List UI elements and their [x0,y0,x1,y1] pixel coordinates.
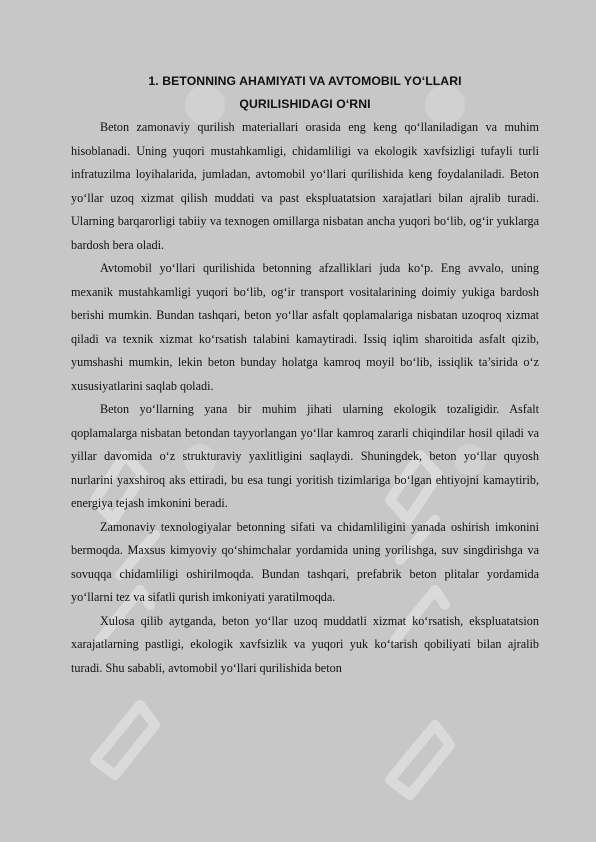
section-number: 1. [148,74,159,88]
document-content [71,70,539,680]
section-title-line1: BETONNING AHAMIYATI VA AVTOMOBIL YO‘LLARI [162,74,462,88]
paragraph: Beton zamonaviy qurilish materiallari orasida eng keng qo‘llaniladigan va muhim hisoblanadi. Uning yuqori mustahkamligi, chidamliligi va ekologik xavfsizligi tufayli turli infratuzilma loyihalarida, jumladan, avtomobil yo‘llari qurilishida keng foydalaniladi. Beton yo‘llar uzoq xizmat qilish muddati va past ekspluatatsion xarajatlari bilan ajralib turadi. Ularning barqarorligi tabiiy va texnogen omillarga nisbatan ancha yuqori bo‘lib, og‘ir yuklarga bardosh bera oladi. [71,120,539,252]
section-heading [71,70,539,116]
paragraph: Zamonaviy texnologiyalar betonning sifati va chidamliligini yanada oshirish imkonini bermoqda. Maxsus kimyoviy qo‘shimchalar yordamida uning yorilishga, suv singdirishga va sovuqqa chidamliligi oshirilmoqda. Bundan tashqari, prefabrik beton plitalar yordamida yo‘llarni tez va sifatli qurish imkoniyati yaratilmoqda. [71,519,539,604]
section-title-line2: QURILISHIDAGI O‘RNI [239,97,371,111]
paragraph: Avtomobil yo‘llari qurilishida betonning afzalliklari juda ko‘p. Eng avvalo, uning mexanik mustahkamligi yuqori bo‘lib, og‘ir transport vositalarining doimiy yukiga bardosh berishi mumkin. Bundan tashqari, beton yo‘llar asfalt qoplamalariga nisbatan uzoqroq xizmat qiladi va texnik xizmat ko‘rsatish talabini kamaytiradi. Issiq iqlim sharoitida asfalt qizib, yumshashi mumkin, lekin beton bunday holatga kamroq moyil bo‘lib, issiqlik ta’sirida o‘z xususiyatlarini saqlab qoladi. [71,261,539,393]
paragraph: Xulosa qilib aytganda, beton yo‘llar uzoq muddatli xizmat ko‘rsatish, ekspluatatsion xarajatlarning pastligi, ekologik xavfsizlik va yuqori yuk ko‘tarish qobiliyati bilan ajralib turadi. Shu sababli, avtomobil yo‘llari qurilishida beton [71,613,539,675]
paragraph: Beton yo‘llarning yana bir muhim jihati ularning ekologik tozaligidir. Asfalt qoplamalarga nisbatan betondan tayyorlangan yo‘llar kamroq zararli chiqindilar hosil qiladi va yillar davomida o‘z strukturaviy yaxlitligini saqlaydi. Shuningdek, beton yo‘llar quyosh nurlarini yaxshiroq aks ettiradi, bu esa tungi yoritish tizimlariga bo‘lgan ehtiyojni kamaytirib, energiya tejash imkonini beradi. [71,402,539,510]
